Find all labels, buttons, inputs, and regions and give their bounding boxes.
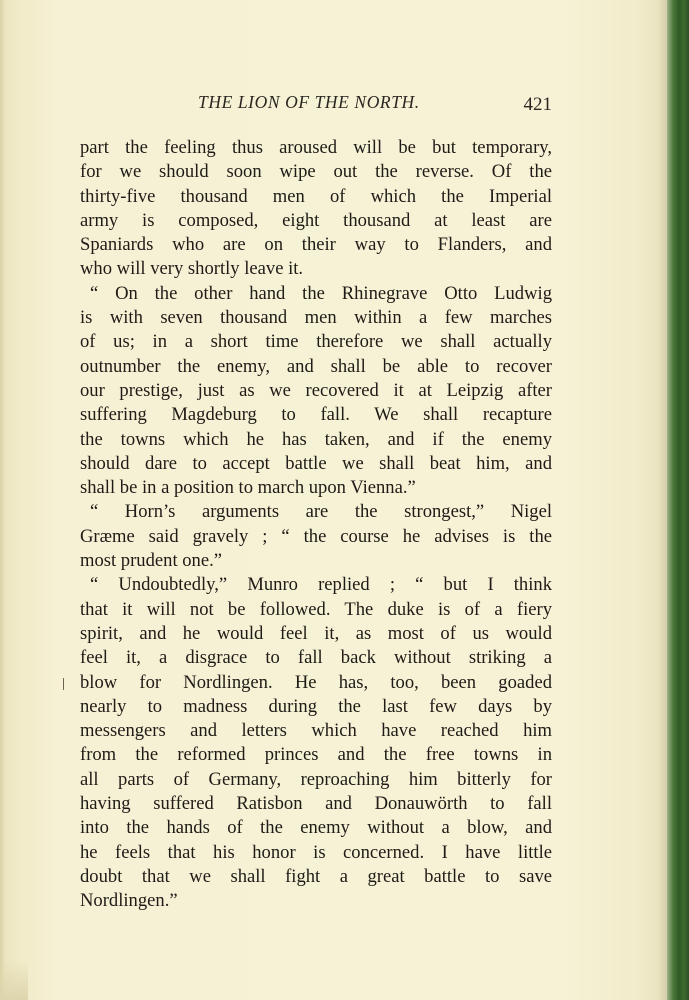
page-corner [0, 960, 28, 1000]
text-line: he feels that his honor is concerned. I have little [80, 841, 552, 863]
text-line: Nordlingen.” [80, 890, 178, 912]
text-line: most prudent one.” [80, 550, 223, 572]
text-line: is with seven thousand men within a few marches [80, 307, 552, 329]
text-line: “ On the other hand the Rhinegrave Otto Ludwig [90, 282, 552, 304]
text-line: having suffered Ratisbon and Donauwörth to fall [80, 793, 552, 815]
text-line: doubt that we shall fight a great battle to save [80, 865, 552, 887]
text-line: our prestige, just as we recovered it at Leipzig after [80, 379, 552, 401]
text-line: the towns which he has taken, and if the enemy [80, 428, 552, 450]
text-line: of us; in a short time therefore we shall actually [80, 331, 552, 353]
text-line: spirit, and he would feel it, as most of us would [80, 622, 552, 644]
binding-shadow [657, 0, 667, 1000]
text-line: should dare to accept battle we shall beat him, and [80, 452, 552, 474]
page-number: 421 [523, 94, 552, 115]
text-line: part the feeling thus aroused will be but temporary, [80, 137, 552, 158]
text-line: from the reformed princes and the free towns in [80, 744, 552, 766]
text-line: blow for Nordlingen. He has, too, been goaded [80, 671, 552, 693]
book-binding [667, 0, 689, 1000]
text-line: for we should soon wipe out the reverse. Of the [80, 161, 552, 183]
text-line: all parts of Germany, reproaching him bitterly for [80, 768, 552, 790]
text-line: army is composed, eight thousand at least are [80, 209, 552, 231]
text-line: shall be in a position to march upon Vienna.” [80, 477, 416, 499]
text-line: Spaniards who are on their way to Flanders, and [80, 234, 552, 256]
text-line: thirty-five thousand men of which the Imperial [80, 185, 552, 207]
text-line: that it will not be followed. The duke is of a fiery [80, 598, 552, 620]
text-line: Græme said gravely ; “ the course he advises is the [80, 525, 552, 547]
text-line: suffering Magdeburg to fall. We shall recapture [80, 404, 552, 426]
page-header [80, 88, 552, 118]
text-line: into the hands of the enemy without a blow, and [80, 817, 552, 839]
text-line: outnumber the enemy, and shall be able to recover [80, 355, 552, 377]
text-line: messengers and letters which have reached him [80, 720, 552, 742]
page-left-edge [0, 0, 5, 1000]
running-title: THE LION OF THE NORTH. [198, 92, 420, 112]
text-line: feel it, a disgrace to fall back without striking a [80, 647, 552, 669]
text-line: who will very shortly leave it. [80, 258, 304, 280]
margin-mark [63, 678, 64, 690]
text-line: nearly to madness during the last few days by [80, 695, 552, 717]
text-line: “ Horn’s arguments are the strongest,” Nigel [90, 501, 552, 523]
body-text [80, 136, 552, 914]
text-line: “ Undoubtedly,” Munro replied ; “ but I think [90, 574, 552, 596]
